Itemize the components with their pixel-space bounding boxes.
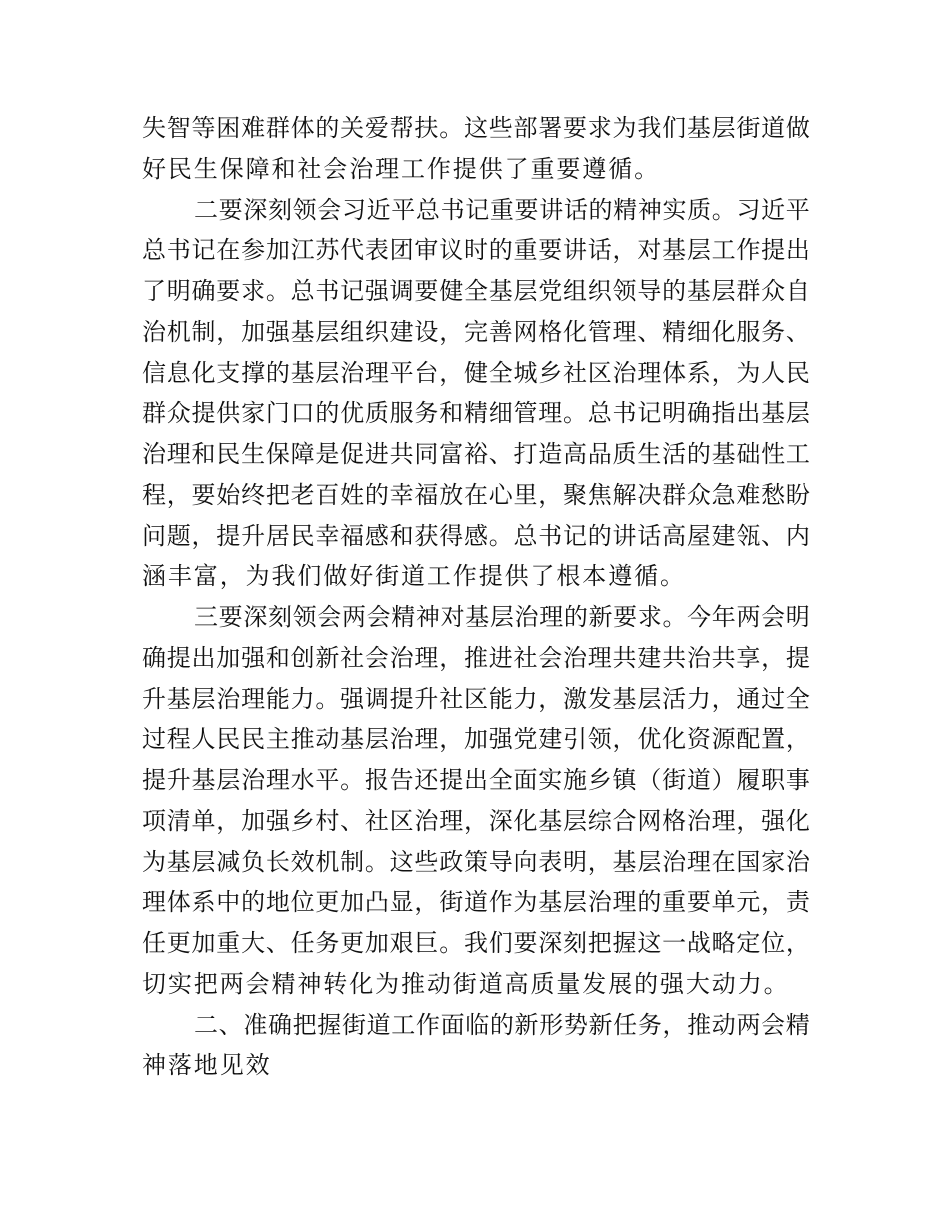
text-line: 群 众 提 供 家 门 口 的 优 质 服 务 和 精 细 管 理 。 总 书 记 明 确 指 出 基 层 [142, 399, 810, 428]
text-line: 失 智 等 困 难 群 体 的 关 爱 帮 扶 。 这 些 部 署 要 求 为 我 们 基 层 街 道 做 [142, 114, 810, 142]
text-line: 涵丰富，为我们做好街道工作提供了根本遵循。 [142, 562, 686, 591]
text-line: 治 机 制 ， 加 强 基 层 组 织 建 设 ， 完 善 网 格 化 管 理 、 精 细 化 服 务 、 [142, 317, 810, 346]
text-line: 切实把两会精神转化为推动街道高质量发展的强大动力。 [142, 969, 790, 998]
text-line: 程 ， 要 始 终 把 老 百 姓 的 幸 福 放 在 心 里 ， 聚 焦 解 决 群 众 急 难 愁 盼 [142, 480, 810, 509]
text-line: 神落地见效 [142, 1051, 272, 1080]
text-line: 任 更 加 重 大 、 任 务 更 加 艰 巨 。 我 们 要 深 刻 把 握 这 一 战 略 定 位 ， [142, 929, 810, 957]
text-line: 治 理 和 民 生 保 障 是 促 进 共 同 富 裕 、 打 造 高 品 质 生 活 的 基 础 性 工 [142, 440, 810, 468]
text-line: 二 要 深 刻 领 会 习 近 平 总 书 记 重 要 讲 话 的 精 神 实 质 。 习 近 平 [194, 195, 810, 224]
text-line: 好民生保障和社会治理工作提供了重要遵循。 [142, 154, 660, 183]
document-page [142, 108, 810, 1086]
text-line: 为 基 层 减 负 长 效 机 制 。 这 些 政 策 导 向 表 明 ， 基 层 治 理 在 国 家 治 [142, 847, 810, 876]
text-line: 了 明 确 要 求 。 总 书 记 强 调 要 健 全 基 层 党 组 织 领 导 的 基 层 群 众 自 [142, 277, 810, 305]
text-line: 二 、 准 确 把 握 街 道 工 作 面 临 的 新 形 势 新 任 务 ， 推 动 两 会 精 [194, 1010, 810, 1039]
text-line: 过 程 人 民 民 主 推 动 基 层 治 理 ， 加 强 党 建 引 领 ， 优 化 资 源 配 置 ， [142, 725, 810, 754]
text-line: 升 基 层 治 理 能 力 。 强 调 提 升 社 区 能 力 ， 激 发 基 层 活 力 ， 通 过 全 [142, 684, 810, 713]
text-line: 问 题 ， 提 升 居 民 幸 福 感 和 获 得 感 。 总 书 记 的 讲 话 高 屋 建 瓴 、 内 [142, 521, 810, 550]
text-line: 确 提 出 加 强 和 创 新 社 会 治 理 ， 推 进 社 会 治 理 共 建 共 治 共 享 ， 提 [142, 643, 810, 672]
text-line: 三 要 深 刻 领 会 两 会 精 神 对 基 层 治 理 的 新 要 求 。 今 年 两 会 明 [194, 603, 810, 631]
text-line: 项 清 单 ， 加 强 乡 村 、 社 区 治 理 ， 深 化 基 层 综 合 网 格 治 理 ， 强 化 [142, 806, 810, 835]
text-line: 提 升 基 层 治 理 水 平 。 报 告 还 提 出 全 面 实 施 乡 镇 （ 街 道 ） 履 职 事 [142, 766, 810, 794]
text-line: 总 书 记 在 参 加 江 苏 代 表 团 审 议 时 的 重 要 讲 话 ， 对 基 层 工 作 提 出 [142, 236, 810, 265]
text-line: 信 息 化 支 撑 的 基 层 治 理 平 台 ， 健 全 城 乡 社 区 治 理 体 系 ， 为 人 民 [142, 358, 810, 387]
text-line: 理 体 系 中 的 地 位 更 加 凸 显 ， 街 道 作 为 基 层 治 理 的 重 要 单 元 ， 责 [142, 888, 810, 917]
